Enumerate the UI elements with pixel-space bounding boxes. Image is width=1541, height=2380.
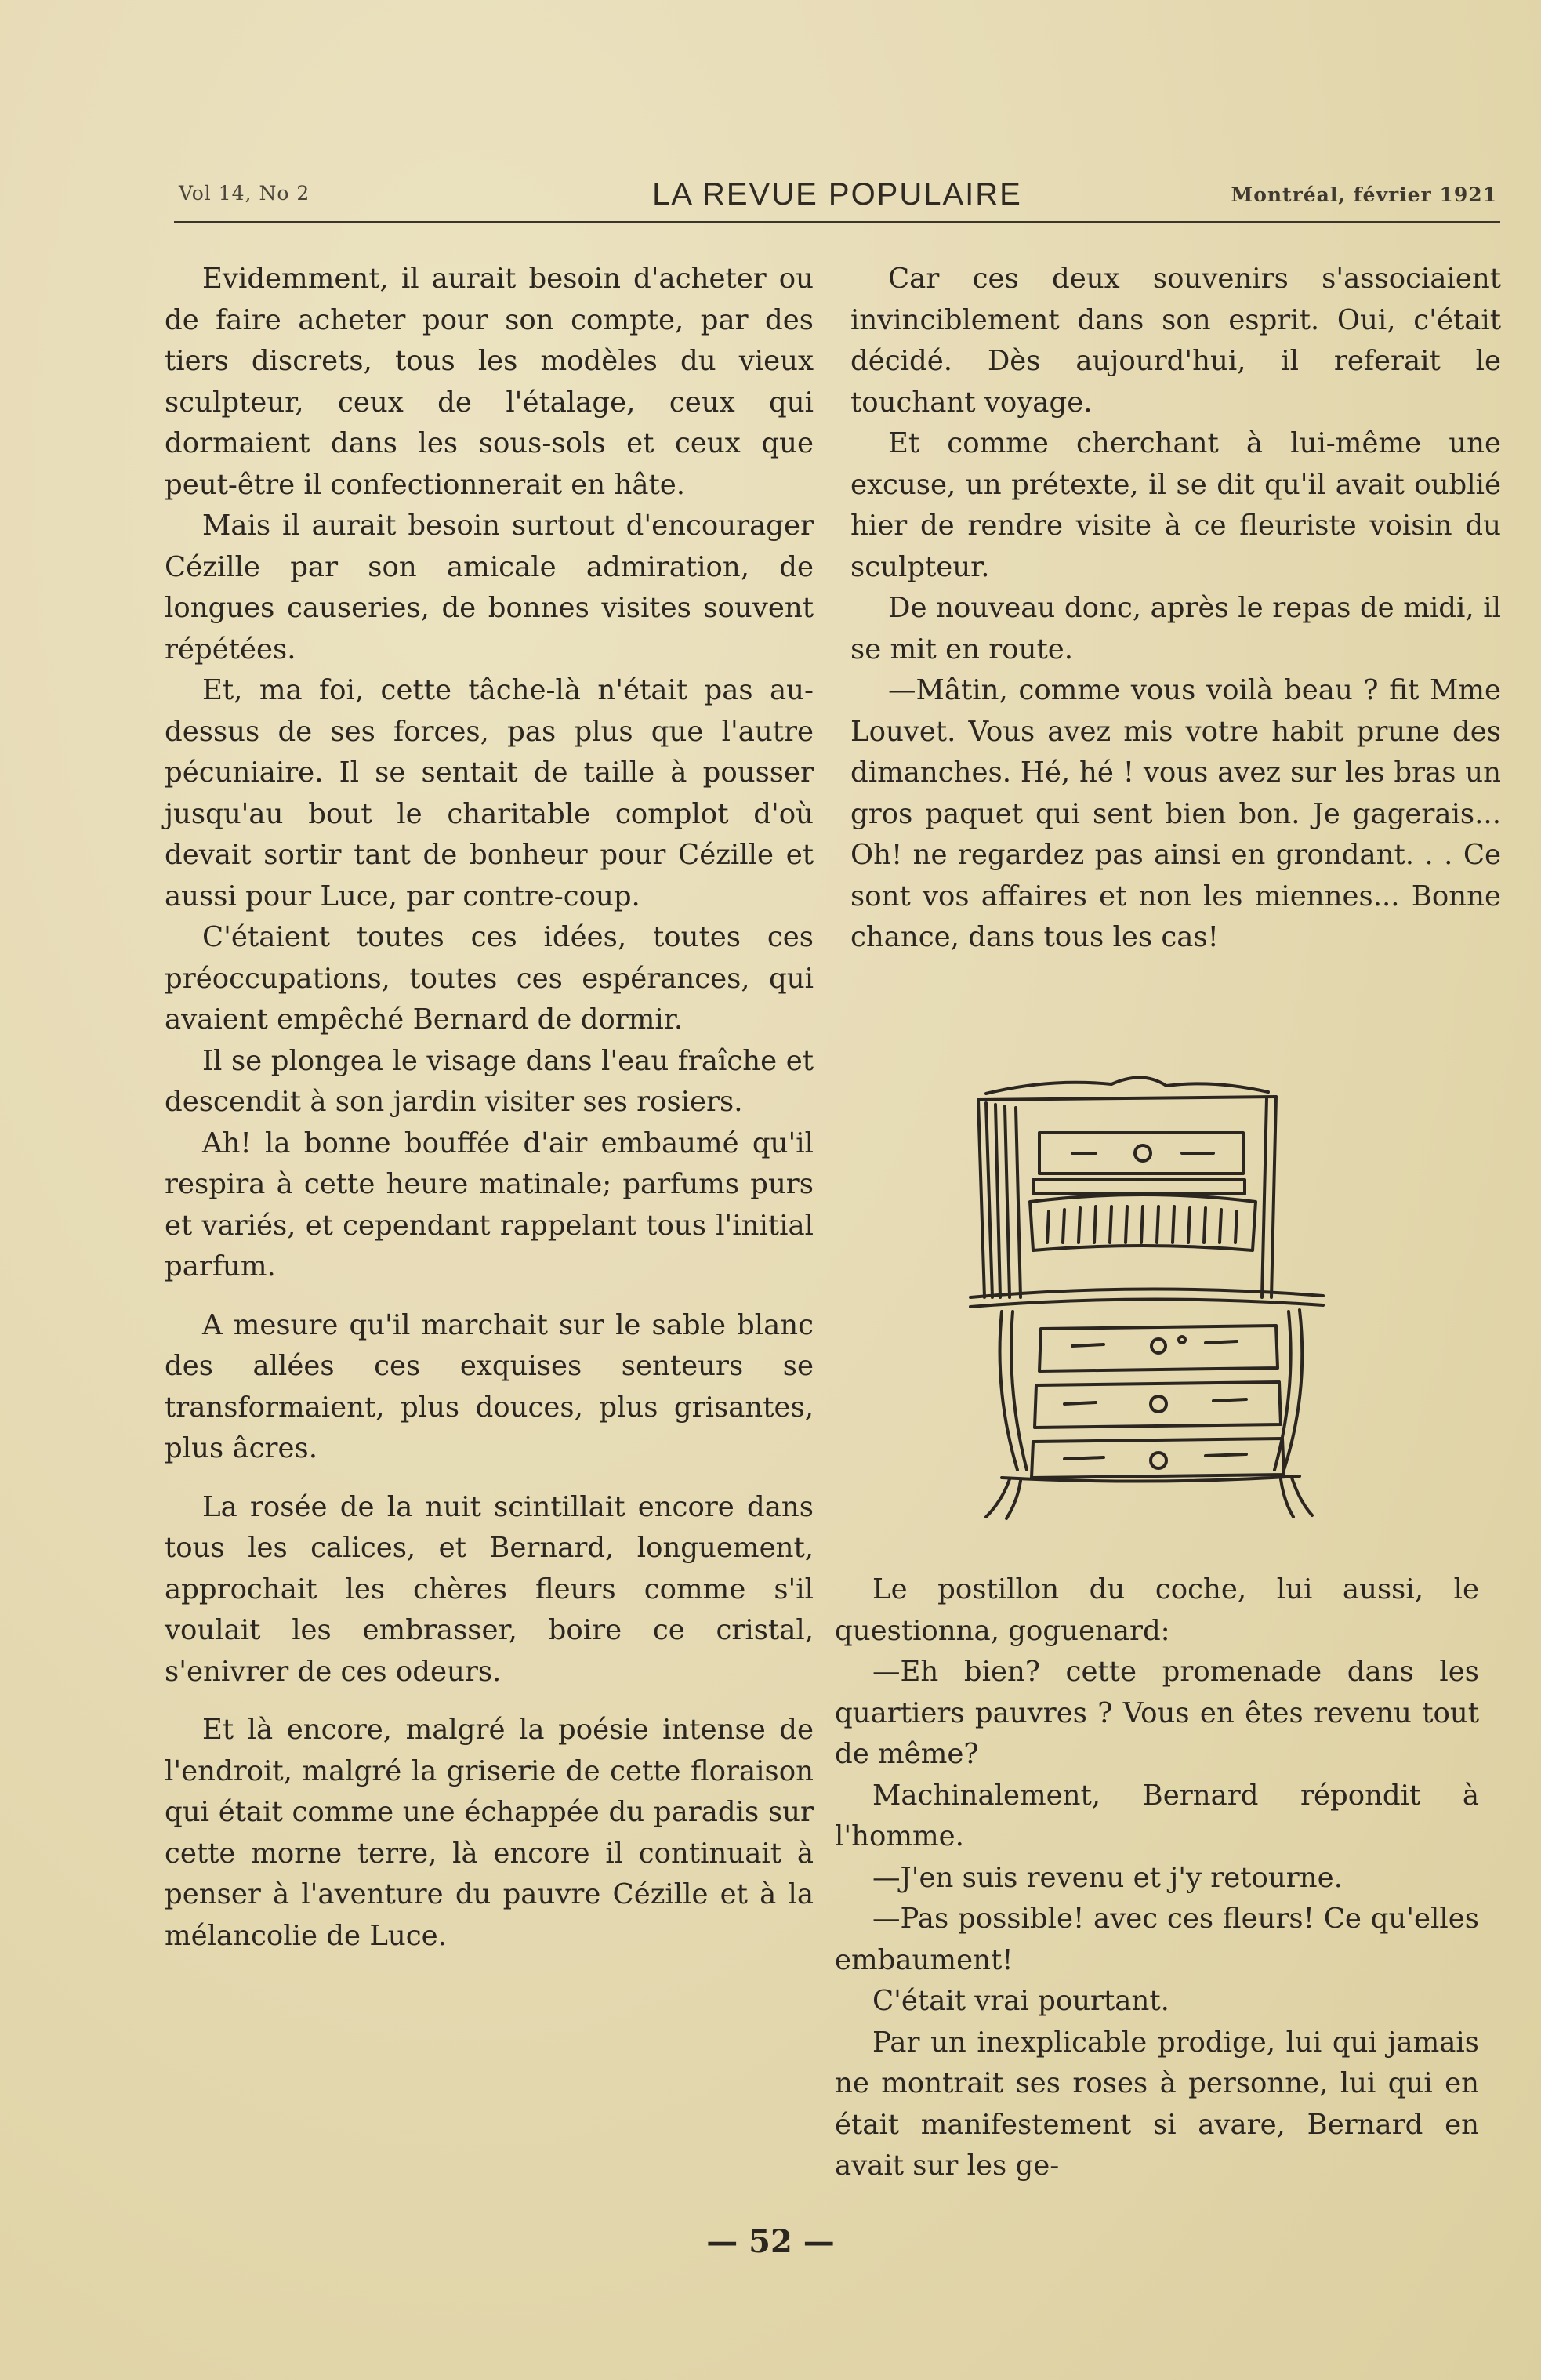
paragraph: C'étaient toutes ces idées, toutes ces préoccupations, toutes ces espérances, qui avaient empêché Bernard de dormir. xyxy=(165,921,814,1036)
paragraph: La rosée de la nuit scintillait encore dans tous les calices, et Bernard, longuement, approchait les chères fleurs comme s'il voulait les embrasser, boire ce cristal, s'enivrer de ces odeurs. xyxy=(165,1490,814,1688)
paragraph: Mais il aurait besoin surtout d'encourager Cézille par son amicale admiration, de longues causeries, de bonnes visites souvent répétées. xyxy=(165,510,814,666)
paragraph: Evidemment, il aurait besoin d'acheter ou de faire acheter pour son compte, par des tiers discrets, tous les modèles du vieux sculpteur, ceux de l'étalage, ceux qui dormaient dans les sous-sols et ceux que peut-être il confectionnerait en hâte. xyxy=(165,263,814,501)
paragraph: Et, ma foi, cette tâche-là n'était pas au-dessus de ses forces, pas plus que l'autre pécuniaire. Il se sentait de taille à pousser jusqu'au bout le charitable complot d'où devait sortir tant de bonheur pour Cézille et aussi pour Luce, par contre-coup. xyxy=(165,674,814,912)
paragraph: Ah! la bonne bouffée d'air embaumé qu'il respira à cette heure matinale; parfums purs et variés, et cependant rappelant tous l'initial parfum. xyxy=(165,1127,814,1283)
left-column xyxy=(165,259,814,1957)
paragraph: —J'en suis revenu et j'y retourne. xyxy=(872,1861,1343,1894)
paragraph: A mesure qu'il marchait sur le sable blanc des allées ces exquises senteurs se transformaient, plus douces, plus grisantes, plus âcres. xyxy=(165,1308,814,1464)
paragraph: Et là encore, malgré la poésie intense de l'endroit, malgré la griserie de cette floraison qui était comme une échappée du paradis sur cette morne terre, là encore il continuait à penser à l'aventure du pauvre Cézille et à la mélancolie de Luce. xyxy=(165,1714,814,1952)
paragraph: —Eh bien? cette promenade dans les quartiers pauvres ? Vous en êtes revenu tout de même? xyxy=(835,1656,1479,1770)
page-number: — 52 — xyxy=(706,2223,835,2260)
paragraph: Et comme cherchant à lui-même une excuse, un prétexte, il se dit qu'il avait oublié hier de rendre visite à ce fleuriste voisin du sculpteur. xyxy=(850,427,1501,583)
right-column-bottom xyxy=(835,1569,1479,2187)
right-column-top xyxy=(850,259,1501,959)
paragraph: C'était vrai pourtant. xyxy=(872,1985,1169,2017)
paragraph: Machinalement, Bernard répondit à l'homme. xyxy=(835,1779,1479,1852)
volume-number: Vol 14, No 2 xyxy=(179,182,310,205)
paragraph: Car ces deux souvenirs s'associaient invinciblement dans son esprit. Oui, c'était décidé. Dès aujourd'hui, il referait le touchant voyage. xyxy=(850,263,1501,419)
magazine-title: LA REVUE POPULAIRE xyxy=(652,177,1022,212)
page-header xyxy=(174,174,1500,223)
paragraph: Le postillon du coche, lui aussi, le questionna, goguenard: xyxy=(835,1573,1479,1647)
paragraph: —Mâtin, comme vous voilà beau ? fit Mme Louvet. Vous avez mis votre habit prune des dimanches. Hé, hé ! vous avez sur les bras un gros paquet qui sent bien bon. Je gagerais... Oh! ne regardez pas ainsi en grondant. . . Ce sont vos affaires et non les miennes... Bonne chance, dans tous les cas! xyxy=(850,674,1501,953)
paragraph: De nouveau donc, après le repas de midi, il se mit en route. xyxy=(850,592,1501,666)
chest-of-drawers-icon xyxy=(955,1062,1336,1525)
paragraph: —Pas possible! avec ces fleurs! Ce qu'elles embaument! xyxy=(835,1903,1479,1976)
issue-date: Montréal, février 1921 xyxy=(1231,183,1497,206)
paragraph: Il se plongea le visage dans l'eau fraîche et descendit à son jardin visiter ses rosiers. xyxy=(165,1044,814,1118)
paragraph: Par un inexplicable prodige, lui qui jamais ne montrait ses roses à personne, lui qui en était manifestement si avare, Bernard en avait sur les ge- xyxy=(835,2026,1479,2182)
